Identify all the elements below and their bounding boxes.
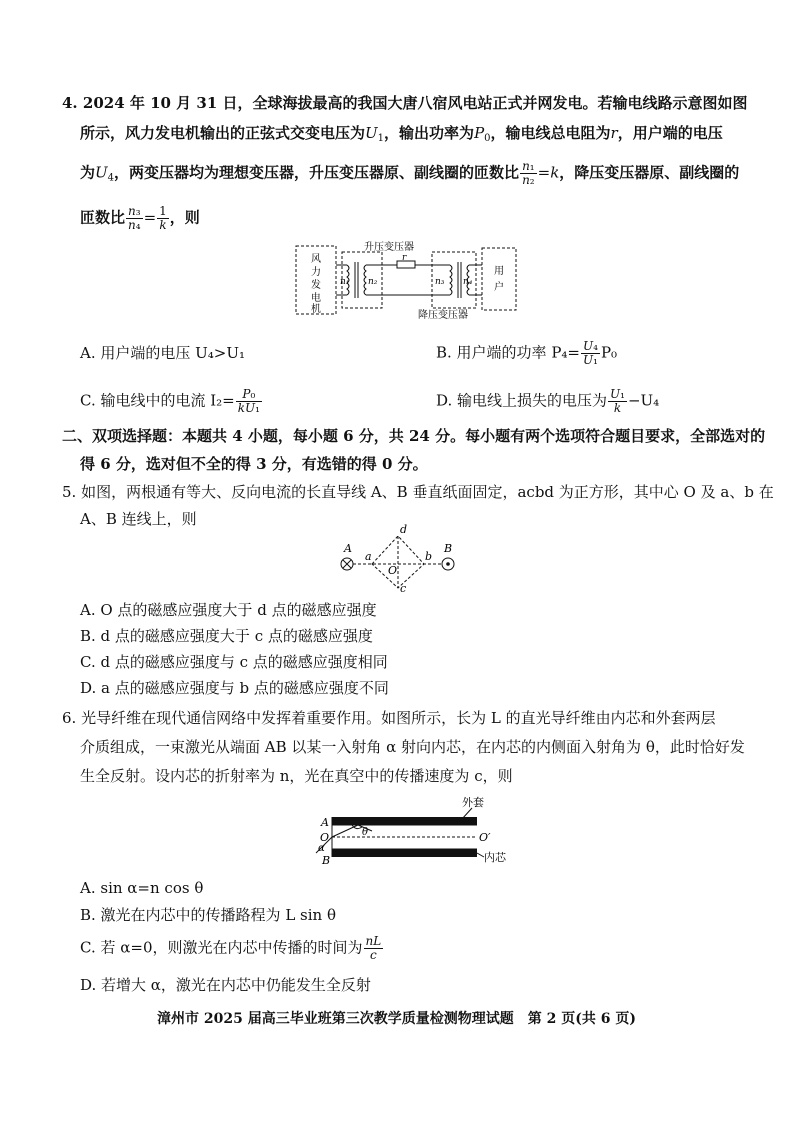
page-footer: 漳州市 2025 届高三毕业班第三次教学质量检测物理试题 第 2 页(共 6 页) — [157, 1011, 636, 1027]
q5-option-b: B. d 点的磁感应强度大于 c 点的磁感应强度 — [80, 627, 373, 645]
q5-option-d: D. a 点的磁感应强度与 b 点的磁感应强度不同 — [80, 679, 389, 697]
q6-line1: 6. 光导纤维在现代通信网络中发挥着重要作用。如图所示，长为 L 的直光导纤维由内芯和外套两层 — [62, 709, 716, 727]
svg-text:电: 电 — [311, 293, 321, 304]
q4-line3: 为$U_4$，两变压器均为理想变压器，升压变压器原、副线圈的匝数比 $\frac{\text{n₁}}{\text{n₂}}$ =k，降压变压器原、副线圈的 — [80, 159, 740, 187]
svg-text:n₂: n₂ — [368, 277, 378, 287]
q4-option-c: C. 输电线中的电流 I₂= $\frac{\text{P₀}}{\text{kU₁}}$ — [80, 387, 260, 415]
q5-option-a: A. O 点的磁感应强度大于 d 点的磁感应强度 — [80, 601, 377, 619]
svg-text:O: O — [388, 564, 398, 577]
svg-text:c: c — [400, 582, 407, 592]
transmission-diagram — [292, 240, 522, 320]
step-down-label: 降压变压器 — [418, 310, 468, 320]
svg-text:A: A — [344, 542, 352, 555]
svg-text:r: r — [402, 253, 407, 263]
section2-line1: 二、双项选择题：本题共 4 小题，每小题 6 分，共 24 分。每小题有两个选项符合题目要求，全部选对的 — [62, 427, 766, 445]
q6-line2: 介质组成，一束激光从端面 AB 以某一入射角 α 射向内芯，在内芯的内侧面入射角为 θ，此时恰好发 — [80, 738, 745, 756]
step-up-label: 升压变压器 — [364, 242, 414, 253]
svg-text:n₄: n₄ — [463, 277, 473, 287]
q4-line4: 匝数比 $\frac{\text{n₃}}{\text{n₄}}$ = $\frac{1}{k}$ ，则 — [80, 204, 200, 232]
q4-line2: 所示，风力发电机输出的正弦式交变电压为$U_1$，输出功率为$P_0$，输电线总电阻为r，用户端的电压 — [80, 124, 723, 144]
q5-option-c: C. d 点的磁感应强度与 c 点的磁感应强度相同 — [80, 653, 388, 671]
q6-line3: 生全反射。设内芯的折射率为 n，光在真空中的传播速度为 c，则 — [80, 767, 513, 785]
svg-text:b: b — [425, 550, 433, 563]
q4-option-b: B. 用户端的功率 P₄= $\frac{\text{U₄}}{\text{U₁}}$ P₀ — [436, 339, 618, 367]
q6-option-b: B. 激光在内芯中的传播路程为 L sin θ — [80, 906, 337, 924]
outer-label: 外套 — [462, 796, 484, 809]
svg-text:a: a — [365, 550, 372, 563]
optical-fiber-diagram — [312, 795, 517, 865]
q4-line1: 4. 2024 年 10 月 31 日，全球海拔最高的我国大唐八宿风电站正式并网发电。若输电线路示意图如图 — [62, 94, 748, 112]
q6-option-c: C. 若 α=0，则激光在内芯中传播的时间为 $\frac{nL}{c}$ — [80, 934, 382, 962]
svg-text:力: 力 — [311, 267, 321, 278]
svg-text:n₃: n₃ — [435, 277, 445, 287]
svg-text:d: d — [400, 523, 408, 536]
section2-line2: 得 6 分，选对但不全的得 3 分，有选错的得 0 分。 — [80, 455, 428, 473]
q5-line2: A、B 连线上，则 — [80, 510, 197, 528]
svg-text:O: O — [320, 831, 330, 844]
svg-text:机: 机 — [311, 304, 321, 315]
q6-option-d: D. 若增大 α，激光在内芯中仍能发生全反射 — [80, 976, 371, 994]
wires-square-diagram — [330, 522, 465, 592]
svg-text:B: B — [444, 542, 453, 555]
svg-text:θ: θ — [362, 827, 369, 838]
svg-text:用: 用 — [494, 266, 504, 277]
svg-text:A: A — [321, 816, 329, 829]
svg-text:α: α — [318, 843, 325, 854]
inner-label: 内芯 — [484, 851, 506, 864]
svg-text:n₁: n₁ — [340, 277, 350, 287]
svg-text:B: B — [322, 854, 331, 865]
q6-option-a: A. sin α=n cos θ — [80, 879, 204, 897]
svg-text:户: 户 — [494, 282, 504, 293]
q4-option-a: A. 用户端的电压 U₄>U₁ — [80, 344, 246, 362]
svg-text:风: 风 — [311, 254, 321, 265]
q4-option-d: D. 输电线上损失的电压为 $\frac{\text{U₁}}{k}$ −U₄ — [436, 387, 660, 415]
svg-text:O′: O′ — [479, 831, 491, 844]
q5-line1: 5. 如图，两根通有等大、反向电流的长直导线 A、B 垂直纸面固定，acbd 为正方形，其中心 O 及 a、b 在 — [62, 483, 774, 501]
svg-text:发: 发 — [311, 280, 321, 291]
